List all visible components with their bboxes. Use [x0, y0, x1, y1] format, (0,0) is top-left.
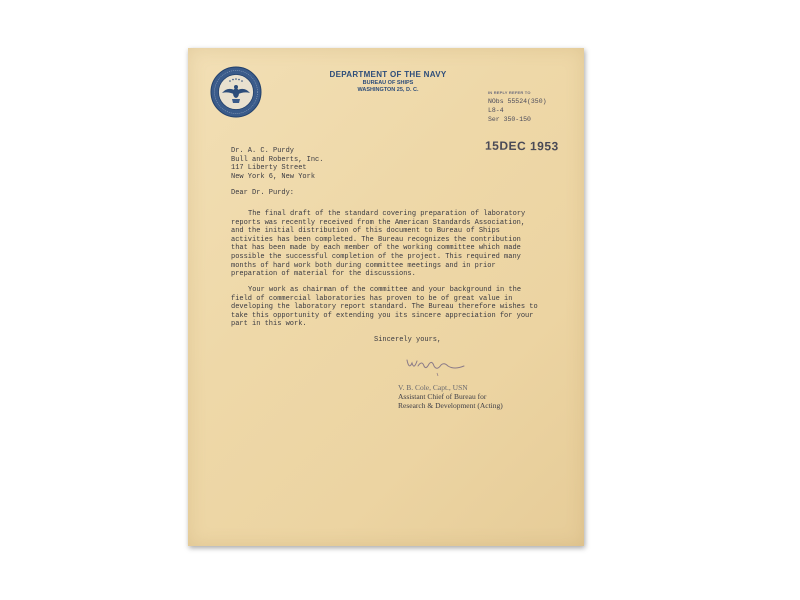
signature-block [398, 383, 503, 410]
reply-reference-line: NObs 55524(350) [488, 98, 547, 105]
reply-reference-heading: IN REPLY REFER TO [488, 90, 531, 95]
recipient-name: Dr. A. C. Purdy [231, 147, 295, 155]
date-stamp: 15DEC 1953 [484, 138, 559, 154]
body-paragraph: The final draft of the standard covering preparation of laboratory reports was recently received from the American Standards Association, and the initial distribution of this document to Bureau of Ships activities has been completed. The Bureau recognizes the contribution that has been made by each member of the working committee which made possible the successful completion of the project. This required many months of hard work both during committee meetings and in prior preparation of material for the discussions. [231, 210, 526, 279]
handwritten-signature [404, 354, 470, 376]
signer-title: Research & Development (Acting) [398, 401, 503, 410]
letterhead-department: DEPARTMENT OF THE NAVY [329, 70, 447, 79]
recipient-street: 117 Liberty Street [231, 164, 307, 173]
recipient-city: New York 6, New York [231, 172, 316, 181]
letterhead-city: WASHINGTON 25, D. C. [357, 87, 419, 93]
letter-page [188, 48, 584, 546]
signer-title: Assistant Chief of Bureau for [398, 392, 487, 401]
reply-reference [488, 88, 547, 124]
salutation: Dear Dr. Purdy: [231, 189, 295, 197]
reply-reference-line: L8-4 [488, 107, 504, 114]
signer-name: V. B. Cole, Capt., USN [398, 383, 468, 392]
closing: Sincerely yours, [374, 336, 442, 344]
recipient-company: Bull and Roberts, Inc. [231, 155, 324, 164]
reply-reference-line: Ser 350-150 [488, 116, 531, 123]
department-of-defense-seal-icon [210, 66, 262, 118]
body-paragraph: Your work as chairman of the committee and your background in the field of commercial laboratories has proven to be of great value in developing the laboratory report standard. The Bureau therefore wishes to take this opportunity of extending you its sincere appreciation for your part in this work. [231, 286, 538, 329]
letterhead [308, 70, 468, 93]
recipient-address [231, 147, 323, 181]
letterhead-bureau: BUREAU OF SHIPS [362, 80, 414, 86]
